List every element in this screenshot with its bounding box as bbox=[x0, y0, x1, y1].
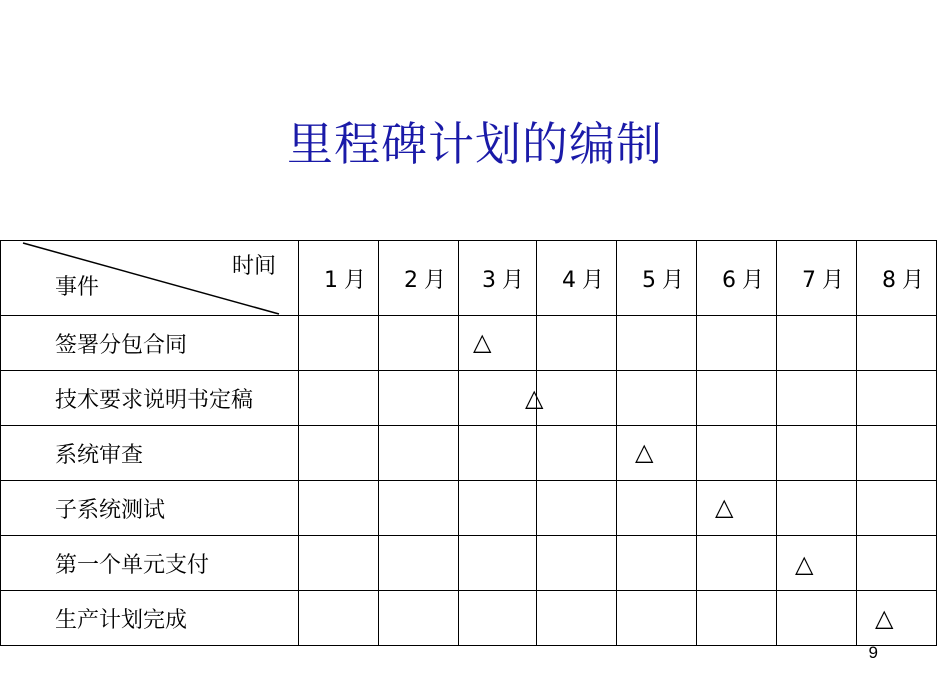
event-name: 签署分包合同 bbox=[1, 316, 299, 371]
table-cell bbox=[617, 536, 697, 591]
table-cell bbox=[459, 481, 537, 536]
table-cell bbox=[537, 481, 617, 536]
month-header: 6月 bbox=[697, 241, 777, 316]
table-cell bbox=[459, 371, 544, 426]
table-cell bbox=[299, 591, 379, 646]
table-cell bbox=[379, 316, 459, 371]
page-number: 9 bbox=[868, 643, 878, 662]
table-cell bbox=[857, 536, 937, 591]
table-cell bbox=[697, 536, 777, 591]
table-cell bbox=[697, 591, 777, 646]
milestone-marker: △ bbox=[715, 493, 734, 521]
month-header: 2月 bbox=[379, 241, 459, 316]
event-name: 技术要求说明书定稿 bbox=[1, 371, 299, 426]
table-cell bbox=[697, 481, 777, 536]
table-cell bbox=[697, 316, 777, 371]
month-header: 5月 bbox=[617, 241, 697, 316]
table-cell bbox=[379, 371, 459, 426]
table-cell bbox=[537, 371, 617, 426]
table-cell bbox=[459, 426, 537, 481]
table-cell bbox=[857, 591, 937, 646]
month-header: 8月 bbox=[857, 241, 937, 316]
month-header: 4月 bbox=[537, 241, 617, 316]
table-cell bbox=[379, 591, 459, 646]
event-label: 事件 bbox=[55, 275, 100, 300]
milestone-marker: △ bbox=[525, 384, 544, 412]
table-cell bbox=[299, 371, 379, 426]
event-name: 子系统测试 bbox=[1, 481, 299, 536]
table-cell bbox=[777, 426, 857, 481]
table-cell bbox=[697, 426, 777, 481]
milestone-table bbox=[0, 240, 937, 646]
table-cell bbox=[537, 536, 617, 591]
corner-header-cell bbox=[1, 241, 299, 316]
table-cell bbox=[777, 371, 857, 426]
event-name: 生产计划完成 bbox=[1, 591, 299, 646]
table-cell bbox=[617, 371, 697, 426]
table-cell bbox=[379, 426, 459, 481]
milestone-marker: △ bbox=[473, 328, 492, 356]
table-cell bbox=[617, 481, 697, 536]
table-header-row bbox=[1, 241, 937, 316]
table-cell bbox=[857, 371, 937, 426]
event-name: 系统审查 bbox=[1, 426, 299, 481]
month-header: 3月 bbox=[459, 241, 537, 316]
table-cell bbox=[777, 316, 857, 371]
time-label: 时间 bbox=[231, 254, 276, 279]
table-row bbox=[1, 316, 937, 371]
milestone-marker: △ bbox=[635, 438, 654, 466]
milestone-marker: △ bbox=[875, 604, 894, 632]
table-row bbox=[1, 591, 937, 646]
table-cell bbox=[459, 536, 537, 591]
event-name: 第一个单元支付 bbox=[1, 536, 299, 591]
table-cell bbox=[379, 481, 459, 536]
table-cell bbox=[299, 536, 379, 591]
table-row bbox=[1, 481, 937, 536]
table-row bbox=[1, 536, 937, 591]
table-cell bbox=[617, 591, 697, 646]
table-cell bbox=[537, 426, 617, 481]
table-cell bbox=[299, 316, 379, 371]
table-cell bbox=[777, 536, 857, 591]
table-cell bbox=[697, 371, 777, 426]
table-cell bbox=[459, 316, 537, 371]
table-cell bbox=[459, 591, 537, 646]
table-cell bbox=[617, 316, 697, 371]
month-header: 7月 bbox=[777, 241, 857, 316]
table-cell bbox=[379, 536, 459, 591]
table-cell bbox=[617, 426, 697, 481]
table-cell bbox=[857, 316, 937, 371]
table-cell bbox=[857, 426, 937, 481]
table-cell bbox=[777, 591, 857, 646]
table-cell bbox=[537, 316, 617, 371]
slide-title: 里程碑计划的编制 bbox=[287, 117, 663, 171]
table-cell bbox=[299, 426, 379, 481]
milestone-marker: △ bbox=[795, 550, 814, 578]
month-header: 1月 bbox=[299, 241, 379, 316]
table-cell bbox=[777, 481, 857, 536]
table-row bbox=[1, 426, 937, 481]
table-cell bbox=[537, 591, 617, 646]
table-cell bbox=[857, 481, 937, 536]
table-cell bbox=[299, 481, 379, 536]
table-row bbox=[1, 371, 937, 426]
